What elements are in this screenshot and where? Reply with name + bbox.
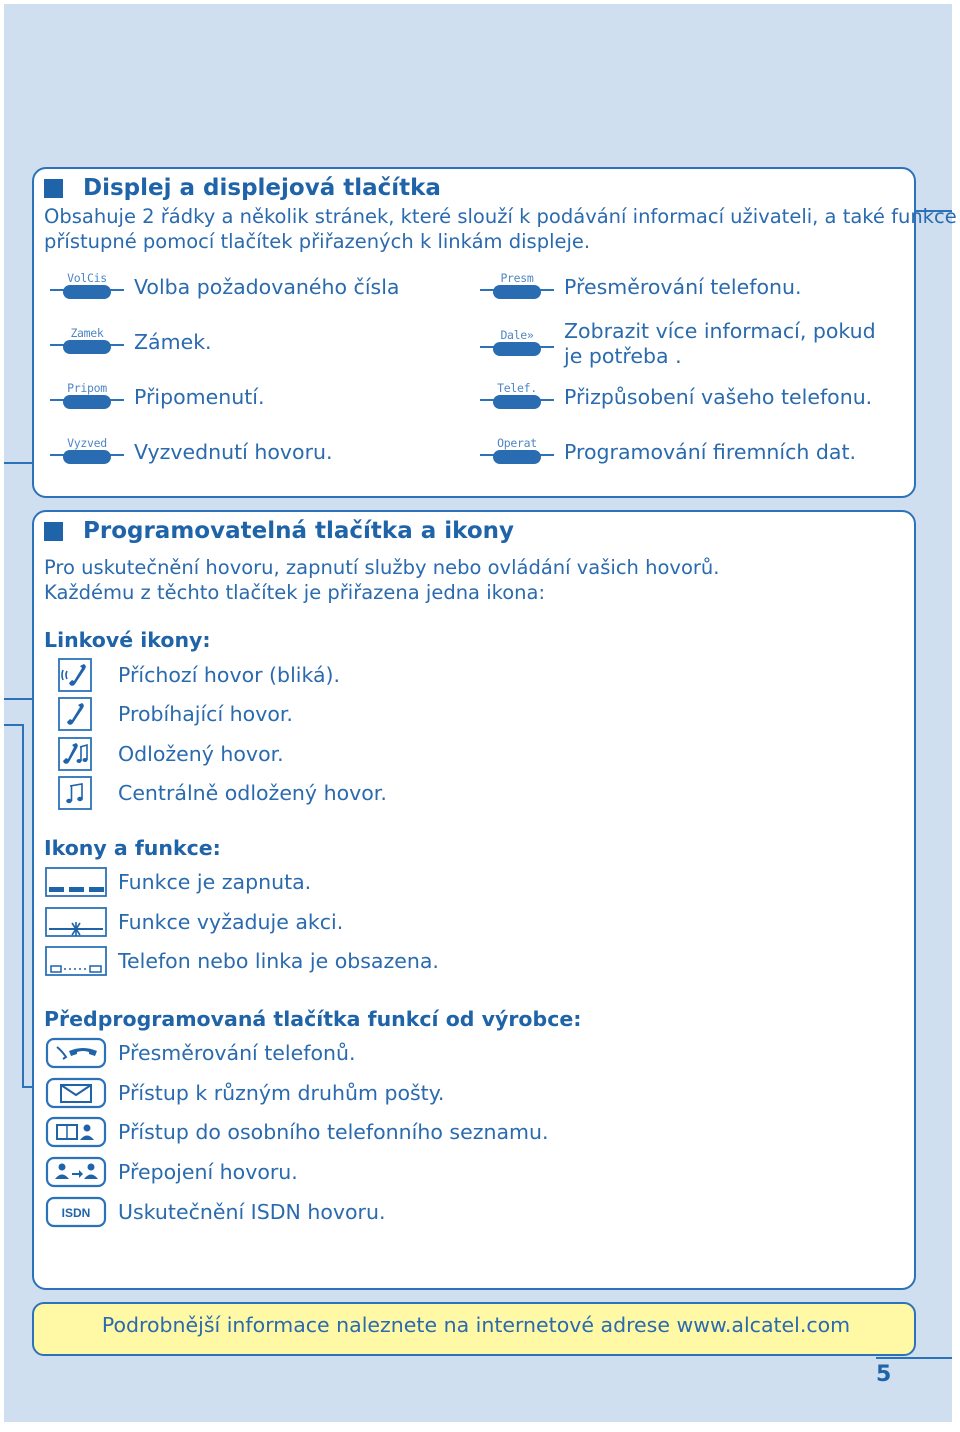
preset-key-description: Uskutečnění ISDN hovoru. [118, 1200, 386, 1224]
function-icon-description: Funkce vyžaduje akci. [118, 910, 344, 934]
display-key-label: Telef. [497, 381, 537, 395]
display-key-label: Vyzved [67, 436, 107, 450]
display-key-button[interactable] [50, 324, 124, 360]
display-key-row [50, 377, 265, 417]
display-key-description: Vyzvednutí hovoru. [134, 439, 333, 464]
section-title-text: Displej a displejová tlačítka [83, 175, 441, 201]
display-section [32, 167, 957, 498]
intro-text-line: Obsahuje 2 řádky a několik stránek, které slouží k podávání informací uživateli, a také funkce [44, 205, 957, 228]
function-icon-row [44, 943, 439, 979]
held-call-icon [58, 737, 92, 771]
central-hold-icon [58, 776, 92, 810]
preset-key-description: Přepojení hovoru. [118, 1160, 298, 1184]
display-key-row [480, 267, 802, 307]
function-action-icon [44, 906, 108, 938]
display-key-row [50, 267, 399, 307]
line-icon-description: Centrálně odložený hovor. [118, 781, 387, 805]
line-icon-row [44, 657, 340, 693]
display-key-row [50, 432, 333, 472]
display-key-label: VolCis [67, 271, 107, 285]
preset-key-row [44, 1114, 549, 1150]
display-key-description: Volba požadovaného čísla [134, 274, 400, 299]
preset-keys-heading: Předprogramovaná tlačítka funkcí od výrobce: [44, 1007, 582, 1031]
preset-key-row [44, 1194, 386, 1230]
section-title-text: Programovatelná tlačítka a ikony [83, 518, 514, 544]
display-key-description: Připomenutí. [134, 384, 265, 409]
edge-line [4, 698, 34, 700]
display-key-button[interactable] [480, 379, 554, 415]
edge-line [4, 462, 34, 464]
description-line: je potřeba . [564, 344, 682, 368]
function-icon-row [44, 864, 311, 900]
preset-key-row [44, 1075, 444, 1111]
preset-key-row [44, 1035, 356, 1071]
mail-icon[interactable] [44, 1077, 108, 1109]
display-key-button[interactable] [480, 269, 554, 305]
description-line: Zobrazit více informací, pokud [564, 319, 876, 343]
square-bullet-icon [44, 522, 63, 541]
line-icon-row [44, 736, 284, 772]
display-key-button[interactable] [50, 434, 124, 470]
display-key-row [480, 432, 856, 472]
intro-text-line: přístupné pomocí tlačítek přiřazených k linkám displeje. [44, 230, 591, 253]
function-icon-description: Funkce je zapnuta. [118, 870, 312, 894]
incoming-call-icon [58, 658, 92, 692]
display-key-button[interactable] [50, 269, 124, 305]
preset-key-description: Přístup do osobního telefonního seznamu. [118, 1120, 549, 1144]
section-heading [44, 518, 514, 544]
display-key-row [480, 377, 872, 417]
display-key-description: Programování firemních dat. [564, 439, 857, 464]
transfer-icon[interactable] [44, 1156, 108, 1188]
info-banner [32, 1302, 916, 1356]
line-icon-description: Odložený hovor. [118, 742, 284, 766]
display-key-label: Operat [497, 436, 537, 450]
function-on-icon [44, 866, 108, 898]
line-icons-heading: Linkové ikony: [44, 628, 211, 652]
call-forward-icon[interactable] [44, 1037, 108, 1069]
line-icon-row [44, 696, 293, 732]
display-key-description [564, 319, 876, 369]
edge-line [876, 1357, 952, 1359]
display-key-row [480, 319, 876, 369]
isdn-label: ISDN [61, 1206, 91, 1220]
display-key-label: Zamek [70, 326, 104, 340]
intro-text-line: Pro uskutečnění hovoru, zapnutí služby nebo ovládání vašich hovorů. [44, 556, 720, 579]
display-key-description: Zámek. [134, 329, 212, 354]
info-banner-text: Podrobnější informace naleznete na internetové adrese www.alcatel.com [101, 1313, 851, 1337]
line-icon-description: Příchozí hovor (bliká). [118, 663, 341, 687]
phonebook-icon[interactable] [44, 1116, 108, 1148]
display-key-row [50, 322, 212, 362]
isdn-icon[interactable] [44, 1196, 108, 1228]
page-number: 5 [876, 1362, 892, 1387]
programmable-keys-section [32, 510, 916, 1290]
display-key-button[interactable] [480, 326, 554, 362]
line-busy-icon [44, 945, 108, 977]
display-key-label: Dale» [500, 328, 534, 342]
line-icon-description: Probíhající hovor. [118, 702, 293, 726]
display-key-label: Presm [500, 271, 534, 285]
function-icons-heading: Ikony a funkce: [44, 836, 221, 860]
display-key-button[interactable] [50, 379, 124, 415]
display-key-button[interactable] [480, 434, 554, 470]
preset-key-description: Přístup k různým druhům pošty. [118, 1081, 445, 1105]
display-key-description: Přizpůsobení vašeho telefonu. [564, 384, 873, 409]
active-call-icon [58, 697, 92, 731]
edge-line [22, 724, 24, 1088]
edge-line [4, 724, 24, 726]
function-icon-description: Telefon nebo linka je obsazena. [118, 949, 439, 973]
function-icon-row [44, 904, 343, 940]
intro-text-line: Každému z těchto tlačítek je přiřazena jedna ikona: [44, 581, 546, 604]
display-key-description: Přesměrování telefonu. [564, 274, 802, 299]
preset-key-description: Přesměrování telefonů. [118, 1041, 356, 1065]
preset-key-row [44, 1154, 298, 1190]
line-icon-row [44, 775, 387, 811]
display-key-label: Pripom [67, 381, 107, 395]
section-heading [44, 175, 441, 201]
square-bullet-icon [44, 179, 63, 198]
